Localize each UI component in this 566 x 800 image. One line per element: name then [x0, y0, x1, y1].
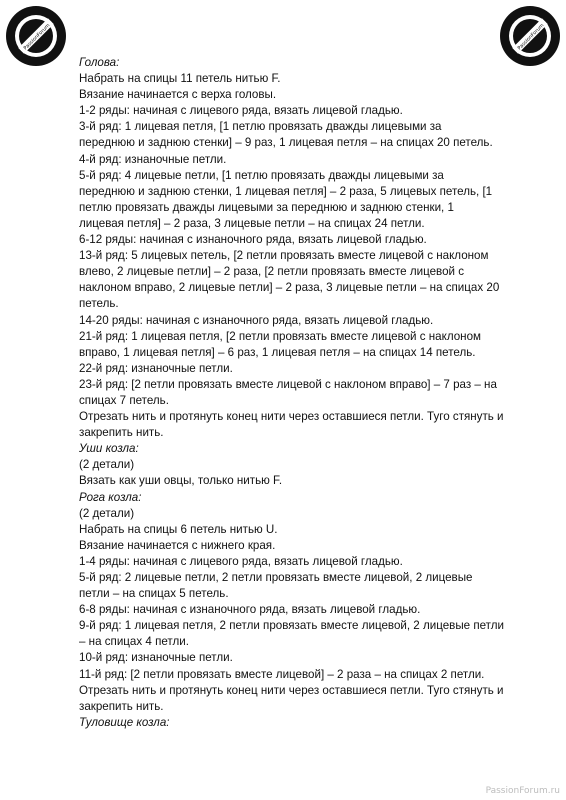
text-line: Отрезать нить и протянуть конец нити через оставшиеся петли. Туго стянуть и	[79, 683, 504, 697]
text-line: 9-й ряд: 1 лицевая петля, 2 петли провязать вместе лицевой, 2 лицевые петли	[79, 619, 504, 633]
text-line: Вязание начинается с верха головы.	[79, 88, 277, 102]
text-line: переднюю и заднюю стенки] – 9 раз, 1 лицевая петля – на спицах 20 петель.	[79, 136, 493, 150]
document-body	[79, 55, 541, 731]
text-line: Вязать как уши овцы, только нитью F.	[79, 474, 283, 488]
text-line: 3-й ряд: 1 лицевая петля, [1 петлю провязать дважды лицевыми за	[79, 120, 442, 134]
text-line: переднюю и заднюю стенки, 1 лицевая петля] – 2 раза, 5 лицевых петель, [1	[79, 184, 493, 198]
text-line: Отрезать нить и протянуть конец нити через оставшиеся петли. Туго стянуть и	[79, 410, 504, 424]
text-line: (2 детали)	[79, 506, 135, 520]
text-line: Набрать на спицы 11 петель нитью F.	[79, 72, 281, 86]
section-heading: Голова:	[79, 56, 120, 69]
section-heading: Уши козла:	[79, 442, 139, 456]
text-line: 14-20 ряды: начиная с изнаночного ряда, вязать лицевой гладью.	[79, 313, 434, 327]
text-line: 10-й ряд: изнаночные петли.	[79, 651, 233, 665]
text-line: закрепить нить.	[79, 699, 164, 713]
text-line: 1-4 ряды: начиная с лицевого ряда, вязать лицевой гладью.	[79, 554, 403, 568]
text-line: 5-й ряд: 4 лицевые петли, [1 петлю провязать дважды лицевыми за	[79, 168, 444, 182]
section-heading: Туловище козла:	[79, 715, 170, 729]
text-line: петлю провязать дважды лицевыми за переднюю и заднюю стенки, 1	[79, 200, 454, 214]
footer-watermark: PassionForum.ru	[485, 786, 560, 796]
svg-text:PassionForum: PassionForum	[22, 22, 52, 52]
text-line: Вязание начинается с нижнего края.	[79, 538, 276, 552]
text-line: лицевая петля] – 2 раза, 3 лицевые петли – на спицах 24 петли.	[79, 216, 425, 230]
text-line: наклоном вправо, 2 лицевые петли] – 2 раза, 3 лицевые петли – на спицах 20	[79, 281, 500, 295]
text-line: 1-2 ряды: начиная с лицевого ряда, вязать лицевой гладью.	[79, 104, 403, 118]
text-line: 6-8 ряды: начиная с изнаночного ряда, вязать лицевой гладью.	[79, 603, 421, 617]
text-line: закрепить нить.	[79, 426, 164, 440]
svg-text:PassionForum: PassionForum	[516, 22, 546, 52]
text-line: 22-й ряд: изнаночные петли.	[79, 361, 233, 375]
text-line: – на спицах 4 петли.	[79, 635, 189, 649]
text-line: вправо, 1 лицевая петля] – 6 раз, 1 лицевая петля – на спицах 14 петель.	[79, 345, 476, 359]
watermark-stamp-left-icon	[5, 5, 67, 67]
text-line: Набрать на спицы 6 петель нитью U.	[79, 522, 278, 536]
text-line: (2 детали)	[79, 458, 135, 472]
section-heading: Рога козла:	[79, 490, 142, 504]
text-line: 13-й ряд: 5 лицевых петель, [2 петли провязать вместе лицевой с наклоном	[79, 249, 489, 263]
text-line: 21-й ряд: 1 лицевая петля, [2 петли провязать вместе лицевой с наклоном	[79, 329, 481, 343]
text-line: 11-й ряд: [2 петли провязать вместе лицевой] – 2 раза – на спицах 2 петли.	[79, 667, 485, 681]
text-line: 23-й ряд: [2 петли провязать вместе лицевой с наклоном вправо] – 7 раз – на	[79, 377, 497, 391]
text-line: спицах 7 петель.	[79, 393, 169, 407]
text-line: 6-12 ряды: начиная с изнаночного ряда, вязать лицевой гладью.	[79, 233, 427, 247]
text-line: влево, 2 лицевые петли] – 2 раза, [2 петли провязать вместе лицевой с	[79, 265, 465, 279]
text-line: 4-й ряд: изнаночные петли.	[79, 152, 227, 166]
text-line: петли – на спицах 5 петель.	[79, 587, 229, 601]
text-line: петель.	[79, 297, 119, 311]
text-line: 5-й ряд: 2 лицевые петли, 2 петли провязать вместе лицевой, 2 лицевые	[79, 571, 473, 584]
